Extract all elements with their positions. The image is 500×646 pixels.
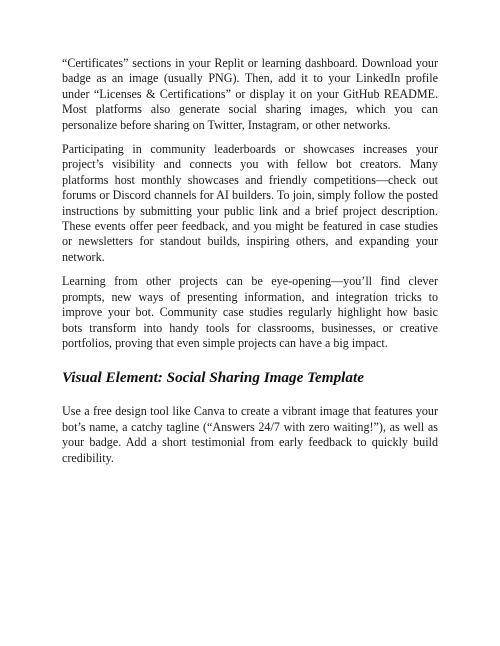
- document-page: [62, 56, 438, 475]
- paragraph-canva-template: Use a free design tool like Canva to create a vibrant image that features your bot’s name, a catchy tagline (“Answers 24/7 with zero waiting!”), as well as your badge. Add a short testimonial from early feedback to quickly build credibility.: [62, 404, 438, 465]
- paragraph-community-showcases: Participating in community leaderboards or showcases increases your project’s visibility and connects you with fellow bot creators. Many platforms host monthly showcases and friendly competitions—check out forums or Discord channels for AI builders. To join, simply follow the posted instructions by submitting your public link and a brief project description. These events offer peer feedback, and you might be featured in case studies or newsletters for standout builds, inspiring others, and expanding your network.: [62, 142, 438, 264]
- section-heading: Visual Element: Social Sharing Image Template: [62, 369, 364, 387]
- paragraph-learning-from-projects: Learning from other projects can be eye-opening—you’ll find clever prompts, new ways of presenting information, and integration tricks to improve your bot. Community case studies regularly highlight how basic bots transform into handy tools for classrooms, businesses, or creative portfolios, proving that even simple projects can have a big impact.: [62, 274, 438, 350]
- paragraph-certificates: “Certificates” sections in your Replit or learning dashboard. Download your badge as an image (usually PNG). Then, add it to your LinkedIn profile under “Licenses & Certifications” or display it on your GitHub README. Most platforms also generate social sharing images, which you can personalize before sharing on Twitter, Instagram, or other networks.: [62, 56, 438, 132]
